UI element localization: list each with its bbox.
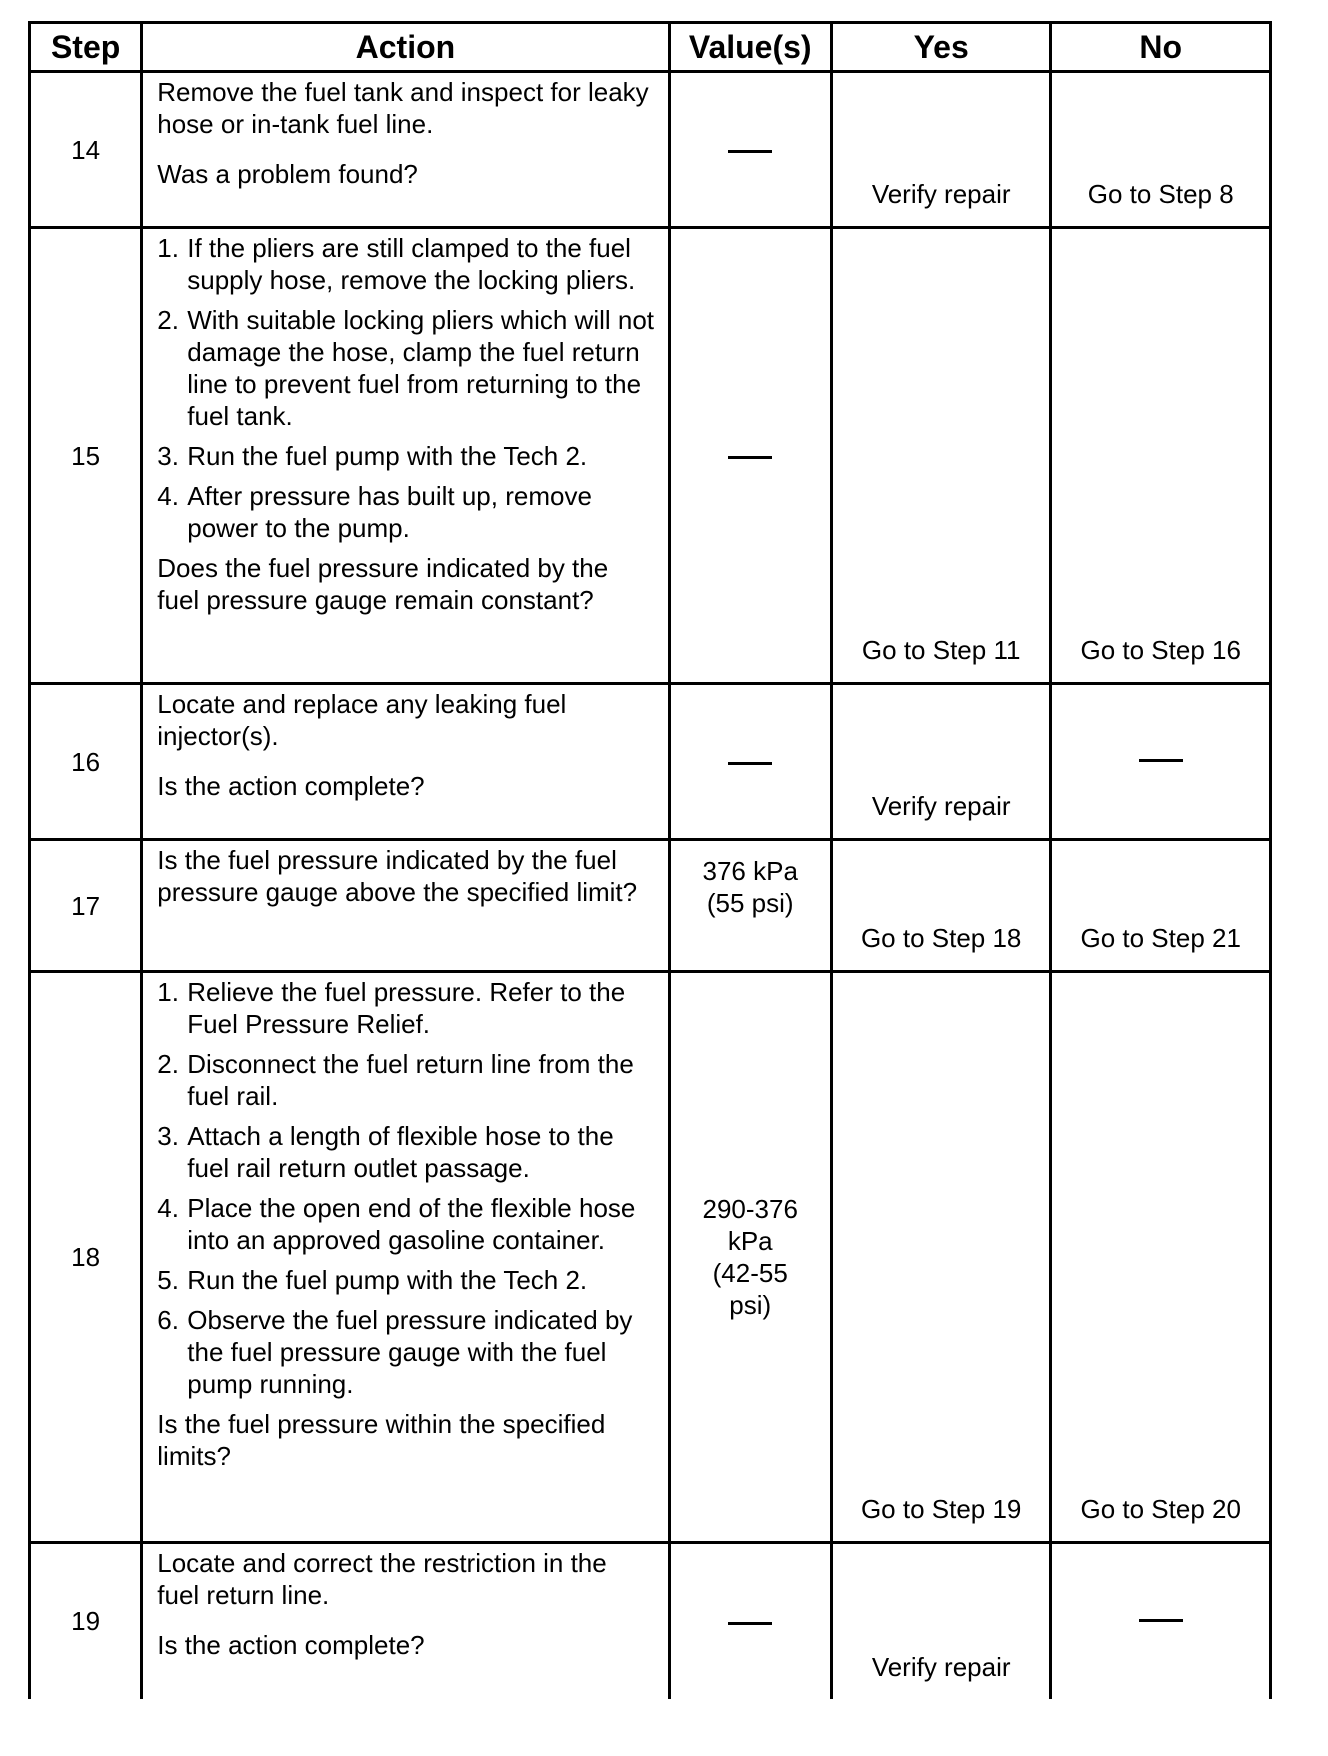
no-cell <box>1051 972 1271 1543</box>
action-step: 6. Observe the fuel pressure indicated by the fuel pressure gauge with the fuel pump running. <box>157 1305 633 1399</box>
table-row <box>30 228 1271 684</box>
action-question: Is the action complete? <box>157 1630 425 1660</box>
no-outcome: Go to Step 21 <box>1080 923 1241 953</box>
yes-cell <box>831 1543 1051 1699</box>
yes-cell <box>831 972 1051 1543</box>
yes-outcome: Verify repair <box>871 1651 1011 1682</box>
no-outcome: Go to Step 16 <box>1080 635 1241 665</box>
action-step: 1. Relieve the fuel pressure. Refer to the Fuel Pressure Relief. <box>157 977 626 1039</box>
yes-cell <box>831 684 1051 840</box>
yes-cell <box>831 72 1051 228</box>
action-step: 4. Place the open end of the flexible hose into an approved gasoline container. <box>157 1193 636 1255</box>
action-step: 3. Run the fuel pump with the Tech 2. <box>157 441 588 471</box>
yes-outcome: Verify repair <box>871 791 1011 821</box>
table-row <box>30 1543 1271 1699</box>
action-step: 2. Disconnect the fuel return line from the fuel rail. <box>157 1049 634 1111</box>
action-text: Remove the fuel tank and inspect for leaky hose or in-tank fuel line. <box>157 77 649 139</box>
action-cell <box>142 228 669 684</box>
yes-outcome: Go to Step 18 <box>860 923 1022 953</box>
action-question: Is the action complete? <box>157 771 425 801</box>
table-row <box>30 684 1271 840</box>
value-cell <box>669 840 831 972</box>
no-cell <box>1051 228 1271 684</box>
spec-value-line: psi) <box>729 1290 772 1320</box>
spec-value-line: (55 psi) <box>706 888 794 918</box>
table-row <box>30 72 1271 228</box>
header-values: Value(s) <box>669 23 831 72</box>
action-steps-list <box>157 976 655 1400</box>
action-cell <box>142 972 669 1543</box>
not-applicable-dash <box>1139 759 1183 762</box>
action-step: 2. With suitable locking pliers which will not damage the hose, clamp the fuel return line to prevent fuel from returning to the fuel tank. <box>157 305 655 431</box>
action-step: 5. Run the fuel pump with the Tech 2. <box>157 1265 588 1295</box>
action-question: Is the fuel pressure within the specified limits? <box>157 1409 606 1471</box>
header-action: Action <box>142 23 669 72</box>
action-cell <box>142 72 669 228</box>
value-cell <box>669 684 831 840</box>
not-applicable-dash <box>1139 1619 1183 1622</box>
spec-value-line: (42-55 <box>712 1258 788 1288</box>
action-question: Is the fuel pressure indicated by the fuel pressure gauge above the specified limit? <box>157 845 638 907</box>
not-applicable-dash <box>728 456 772 459</box>
action-cell <box>142 840 669 972</box>
action-cell <box>142 684 669 840</box>
yes-cell <box>831 228 1051 684</box>
header-yes: Yes <box>831 23 1051 72</box>
action-question: Does the fuel pressure indicated by the fuel pressure gauge remain constant? <box>157 553 609 615</box>
step-number: 19 <box>30 1543 142 1699</box>
diagnostic-table <box>28 21 1272 1699</box>
spec-value-line: 290-376 <box>702 1194 798 1224</box>
yes-outcome: Go to Step 19 <box>860 1494 1022 1524</box>
step-number: 15 <box>30 228 142 684</box>
step-number: 16 <box>30 684 142 840</box>
value-cell <box>669 972 831 1543</box>
table-row <box>30 840 1271 972</box>
yes-cell <box>831 840 1051 972</box>
value-cell <box>669 72 831 228</box>
step-number: 17 <box>30 840 142 972</box>
no-outcome: Go to Step 8 <box>1087 179 1234 209</box>
header-no: No <box>1051 23 1271 72</box>
action-steps-list <box>157 232 655 544</box>
no-cell <box>1051 684 1271 840</box>
action-text: Locate and replace any leaking fuel injector(s). <box>157 689 567 751</box>
step-number: 14 <box>30 72 142 228</box>
spec-value-line: 376 kPa <box>702 856 798 886</box>
value-cell <box>669 1543 831 1699</box>
header-step: Step <box>30 23 142 72</box>
no-outcome: Go to Step 20 <box>1080 1494 1241 1524</box>
yes-outcome: Verify repair <box>871 179 1011 209</box>
not-applicable-dash <box>728 762 772 765</box>
action-cell <box>142 1543 669 1699</box>
table-row <box>30 972 1271 1543</box>
no-cell <box>1051 840 1271 972</box>
not-applicable-dash <box>728 150 772 153</box>
action-step: 4. After pressure has built up, remove power to the pump. <box>157 481 592 543</box>
action-question: Was a problem found? <box>157 159 418 189</box>
yes-outcome: Go to Step 11 <box>861 635 1021 665</box>
action-step: 3. Attach a length of flexible hose to the fuel rail return outlet passage. <box>157 1121 614 1183</box>
no-cell <box>1051 1543 1271 1699</box>
no-cell <box>1051 72 1271 228</box>
spec-value-line: kPa <box>727 1226 773 1256</box>
action-step: 1. If the pliers are still clamped to the fuel supply hose, remove the locking pliers. <box>157 233 636 295</box>
value-cell <box>669 228 831 684</box>
not-applicable-dash <box>728 1622 772 1625</box>
action-text: Locate and correct the restriction in the fuel return line. <box>157 1548 607 1610</box>
table-header-row <box>30 23 1271 72</box>
step-number: 18 <box>30 972 142 1543</box>
